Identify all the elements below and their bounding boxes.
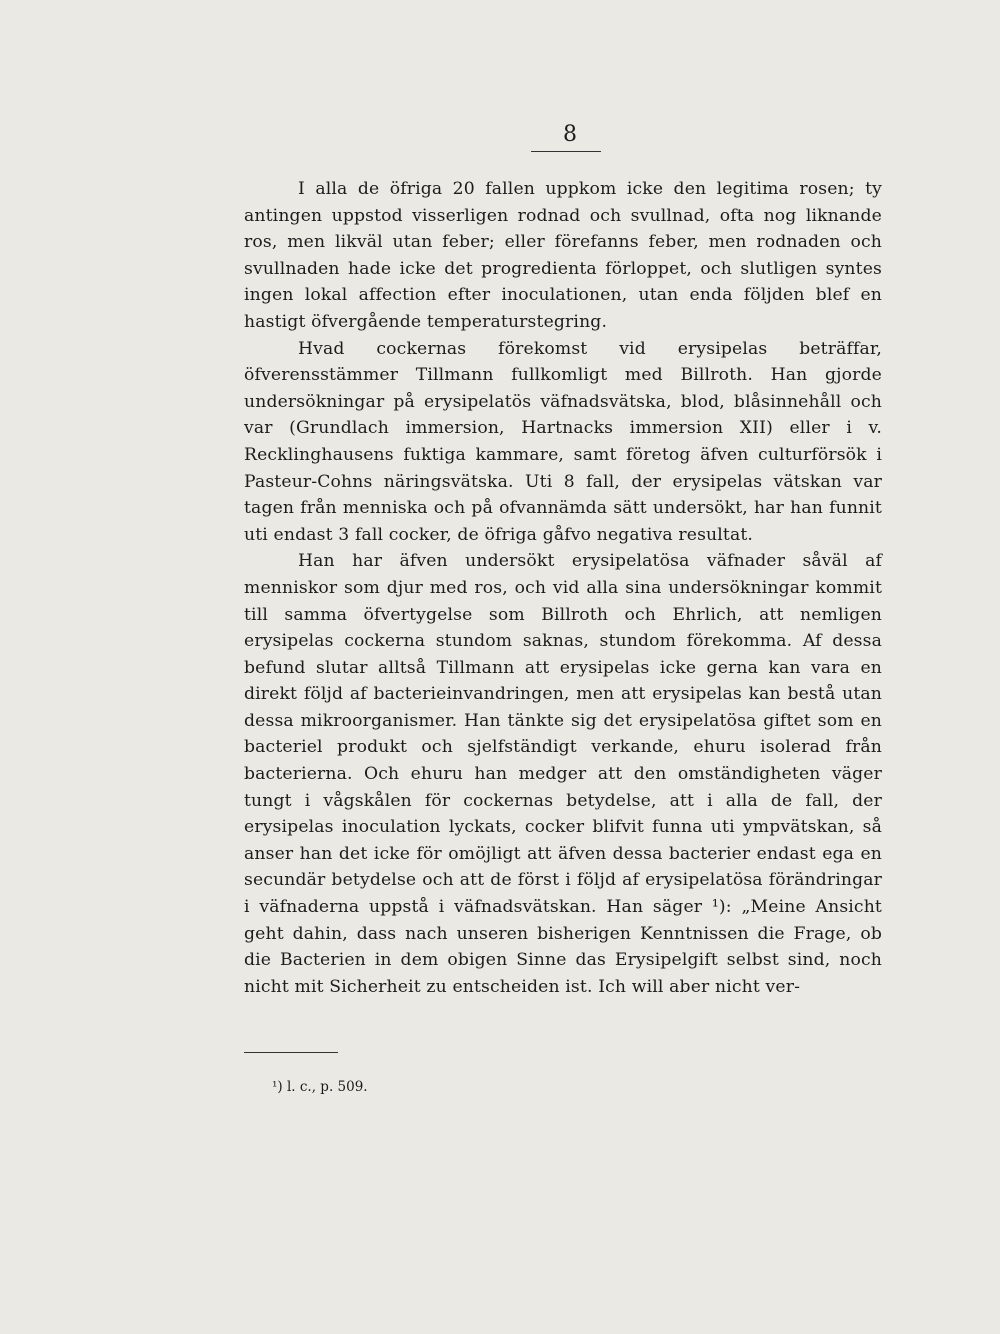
footnote: ¹) l. c., p. 509.: [272, 1079, 368, 1095]
page-number-rule: [531, 151, 601, 152]
body-text: [244, 176, 882, 1000]
paragraph-1: I alla de öfriga 20 fallen uppkom icke den legitima rosen; ty antingen uppstod visserligen rodnad och svullnad, ofta nog liknande ros, men likväl utan feber; eller förefanns feber, men rodnaden och svullnaden hade icke det progredienta förloppet, och slutligen syntes ingen lokal affection efter inoculationen, utan enda följden blef en hastigt öfvergående temperaturstegring.: [244, 179, 882, 332]
paragraph-2: Hvad cockernas förekomst vid erysipelas beträffar, öfverensstämmer Tillmann fullkomligt med Billroth. Han gjorde undersökningar på erysipelatös väfnadsvätska, blod, blåsinnehåll och var (Grundlach immersion, Hartnacks immersion XII) eller i v. Recklinghausens fuktiga kammare, samt företog äfven culturförsök i Pasteur-Cohns näringsvätska. Uti 8 fall, der erysipelas vätskan var tagen från menniska och på ofvannämda sätt undersökt, har han funnit uti endast 3 fall cocker, de öfriga gåfvo negativa resultat.: [244, 338, 882, 545]
page-number: 8: [563, 122, 577, 147]
paragraph-3: Han har äfven undersökt erysipelatösa väfnader såväl af menniskor som djur med ros, och vid alla sina undersökningar kommit till samma öfvertygelse som Billroth och Ehrlich, att nemligen erysipelas cockerna stundom saknas, stundom förekomma. Af dessa befund slutar alltså Tillmann att erysipelas icke gerna kan vara en direkt följd af bacterieinvandringen, men att erysipelas kan bestå utan dessa mikroorganismer. Han tänkte sig det erysipelatösa giftet som en bacteriel produkt och sjelfständigt verkande, ehuru isolerad från bacterierna. Och ehuru han medger att den omständigheten väger tungt i vågskålen för cockernas betydelse, att i alla de fall, der erysipelas inoculation lyckats, cocker blifvit funna uti ympvätskan, så anser han det icke för omöjligt att äfven dessa bacterier endast ega en secundär betydelse och att de först i följd af erysipelatösa förändringar i väfnaderna uppstå i väfnadsvätskan. Han säger ¹): „Meine Ansicht geht dahin, dass nach unseren bisherigen Kenntnissen die Frage, ob die Bacterien in dem obigen Sinne das Erysipelgift selbst sind, noch nicht mit Sicherheit zu entscheiden ist. Ich will aber nicht ver-: [244, 551, 882, 997]
footnote-rule: [244, 1052, 338, 1053]
